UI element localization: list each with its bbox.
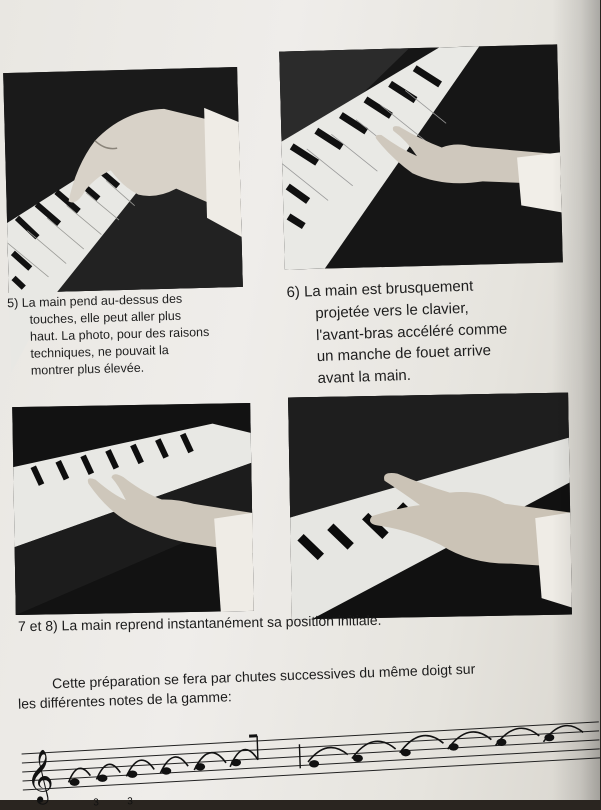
photo-7-hand-returns <box>12 403 254 615</box>
caption-5-line-2: touches, elle peut aller plus <box>7 306 257 329</box>
photo-8-hand-on-keys <box>288 393 572 620</box>
photo-5-image <box>3 67 243 293</box>
photo-6-hand-projected <box>279 44 563 269</box>
caption-6-line-3: l'avant-bras accéléré comme <box>288 315 579 347</box>
treble-clef-icon: 𝄞 <box>25 748 54 805</box>
photo-7-image <box>12 403 254 615</box>
caption-5-line-5: montrer plus élevée. <box>9 356 259 379</box>
paragraph-line-1: Cette préparation se fera par chutes successives du même doigt sur <box>52 661 476 692</box>
fingering-2: 3 <box>127 796 133 807</box>
caption-6 <box>286 272 580 391</box>
photo-6-image <box>279 44 563 269</box>
photo-5-hand-above-keys <box>3 67 243 293</box>
staff-lines <box>21 722 600 790</box>
paragraph-line-2: les différentes notes de la gamme: <box>18 688 232 711</box>
caption-5-line-3: haut. La photo, pour des raisons <box>8 322 258 345</box>
caption-7-8: 7 et 8) La main reprend instantanément sa position initiale. <box>18 612 382 634</box>
caption-6-line-1: 6) La main est brusquement <box>286 272 577 304</box>
music-staff <box>17 712 601 810</box>
photo-8-image <box>288 393 572 620</box>
fingering-1: 3 <box>93 797 99 808</box>
caption-5-line-4: techniques, ne pouvait la <box>8 339 258 362</box>
caption-6-line-4: un manche de fouet arrive <box>288 337 579 369</box>
caption-6-line-5: avant la main. <box>289 359 580 391</box>
caption-5 <box>7 289 259 380</box>
caption-6-line-2: projetée vers le clavier, <box>287 294 578 326</box>
caption-5-line-1: 5) La main pend au-dessus des <box>7 289 257 312</box>
page-gutter-shadow <box>552 0 600 800</box>
